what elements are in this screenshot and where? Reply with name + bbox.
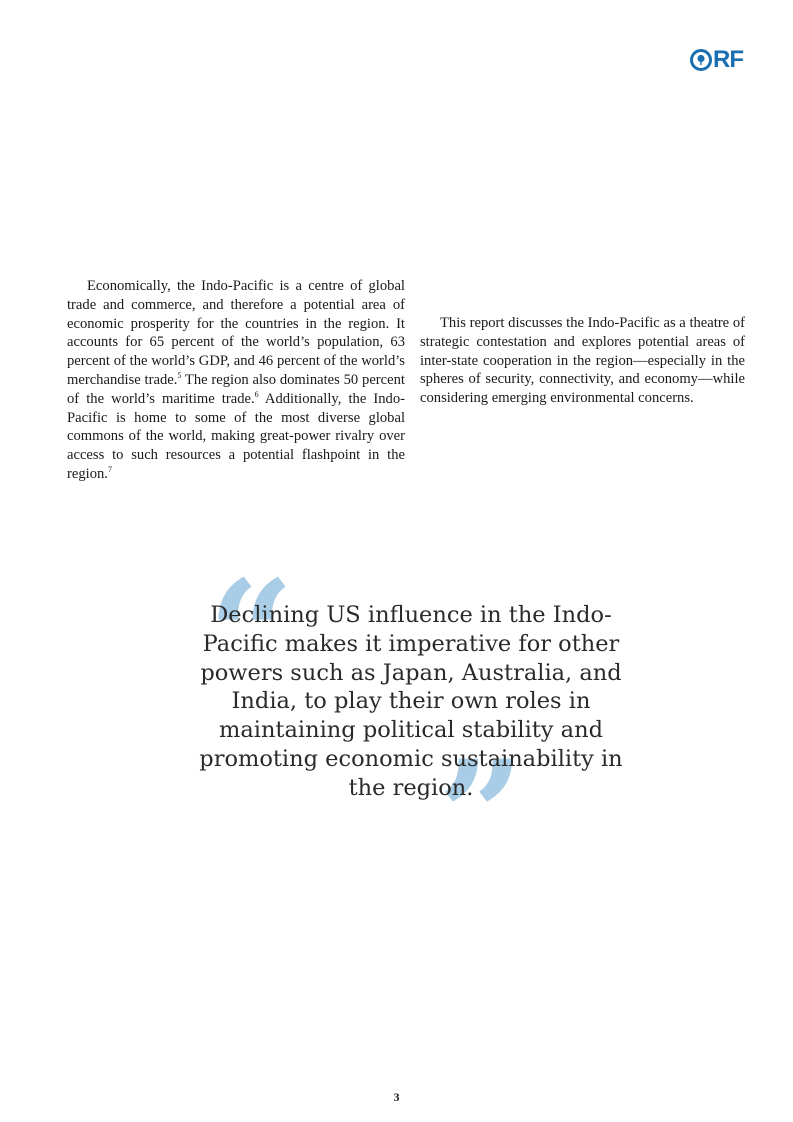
footnote-ref-5[interactable]: 5 <box>177 371 182 381</box>
pull-quote-text: Declining US influence in the Indo-Pacific makes it imperative for other powers such as Japan, Australia, and India, to play their own roles in maintaining political stability and promoting economic sustainability in the region. <box>199 602 623 801</box>
orf-logo <box>690 46 750 74</box>
paragraph-text-a: Economically, the Indo-Pacific is a centre of global trade and commerce, and therefore a potential area of economic prosperity for the countries in the region. It accounts for 65 percent of the world’s population, 63 percent of the world’s GDP, and 46 percent of the world’s merchandise trade. <box>67 278 405 388</box>
pull-quote <box>196 548 626 904</box>
left-column <box>67 277 405 484</box>
page-number: 3 <box>393 1090 400 1104</box>
paragraph-text-c: Additionally, the Indo-Pacific is home to some of the most diverse global commons of the world, making great-power rivalry over access to such resources a potential flashpoint in the region. <box>67 390 405 482</box>
footnote-ref-6[interactable]: 6 <box>254 389 259 399</box>
close-quote-mark-icon: ” <box>438 728 525 904</box>
report-scope-paragraph: This report discusses the Indo-Pacific as a theatre of strategic contestation and explores potential areas of inter-state cooperation in the region—especially in the spheres of security, connectivity, and economy—while considering emerging environmental concerns. <box>420 315 745 407</box>
tree-icon <box>695 54 707 66</box>
paragraph-text-b: The region also dominates 50 percent of the world’s maritime trade. <box>67 371 405 407</box>
logo-text: RF <box>713 46 743 73</box>
right-column <box>420 314 745 408</box>
open-quote-mark-icon: “ <box>208 548 295 724</box>
economy-paragraph <box>67 277 405 484</box>
footnote-ref-7[interactable]: 7 <box>107 465 112 475</box>
logo-o-ring <box>690 49 712 71</box>
